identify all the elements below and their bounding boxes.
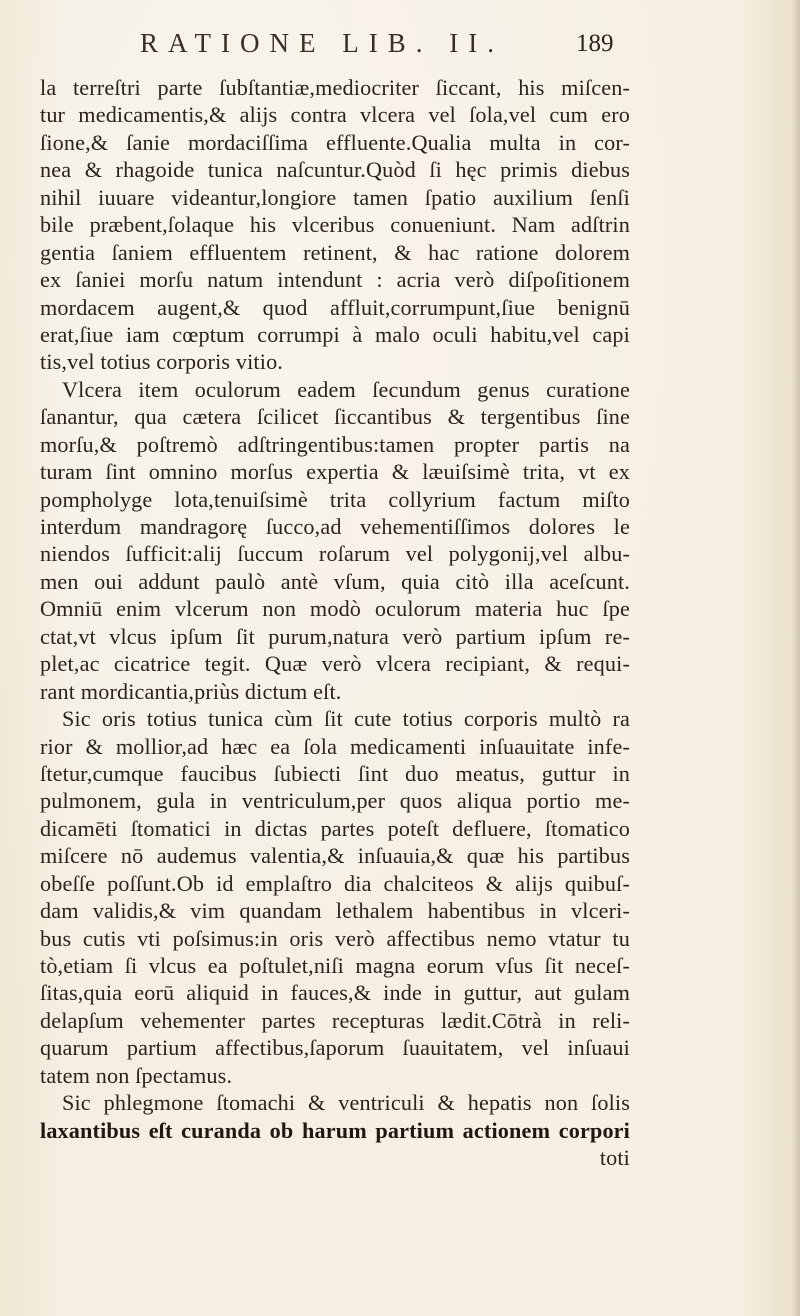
text-line: Vlcera item oculorum eadem ſecundum genus curatione	[62, 376, 630, 402]
text-line: dicamēti ſtomatici in dictas partes poteſt defluere, ſtomatico	[40, 815, 630, 841]
running-head	[0, 28, 800, 64]
text-line: tur medicamentis,& alijs contra vlcera vel ſola,vel cum ero	[40, 102, 630, 128]
text-line: ſitas,quia eorū aliquid in fauces,& inde in guttur, aut gulam	[40, 980, 630, 1006]
text-line: toti	[599, 1145, 630, 1171]
text-line: laxantibus eſt curanda ob harum partium actionem corpori	[40, 1117, 630, 1143]
text-line: tatem non ſpectamus.	[40, 1062, 233, 1088]
text-line: Sic phlegmone ſtomachi & ventriculi & hepatis non ſolis	[62, 1090, 630, 1116]
text-line: ſtetur,cumque faucibus ſubiecti ſint duo meatus, guttur in	[40, 760, 630, 786]
text-line: tò,etiam ſi vlcus ea poſtulet,niſi magna eorum vſus ſit neceſ-	[40, 953, 630, 978]
text-line: dam validis,& vim quandam lethalem habentibus in vlceri-	[40, 898, 630, 924]
text-line: nea & rhagoide tunica naſcuntur.Quòd ſi hęc primis diebus	[40, 157, 630, 183]
text-line: plet,ac cicatrice tegit. Quæ verò vlcera recipiant, & requi-	[40, 651, 630, 677]
text-line: nihil iuuare videantur,longiore tamen ſpatio auxilium ſenſi	[40, 184, 630, 210]
text-line: ſanantur, qua cætera ſcilicet ſiccantibus & tergentibus ſine	[40, 404, 630, 430]
text-line: Sic oris totius tunica cùm ſit cute totius corporis multò ra	[62, 706, 630, 732]
text-line: obeſſe poſſunt.Ob id emplaſtro dia chalciteos & alijs quibuſ-	[40, 870, 630, 896]
page-number: 189	[576, 30, 614, 57]
text-line: rior & mollior,ad hæc ea ſola medicamenti inſuauitate infe-	[40, 733, 630, 759]
text-line: bus cutis vti poſsimus:in oris verò affectibus nemo vtatur tu	[40, 925, 630, 951]
text-line: tis,vel totius corporis vitio.	[40, 349, 284, 375]
text-line: bile præbent,ſolaque his vlceribus conueniunt. Nam adſtrin	[40, 212, 630, 238]
body-text	[40, 74, 630, 1172]
text-line: gentia ſaniem effluentem retinent, & hac ratione dolorem	[40, 239, 630, 265]
running-title: RATIONE LIB. II.	[140, 28, 504, 58]
text-line: erat,ſiue iam cœptum corrumpi à malo oculi habitu,vel capi	[40, 321, 630, 347]
text-line: turam ſint omnino morſus expertia & læuiſsimè trita, vt ex	[40, 459, 630, 485]
text-line: ſione,& ſanie mordaciſſima effluente.Qualia multa in cor-	[40, 129, 630, 155]
text-line: rant mordicantia,priùs dictum eſt.	[40, 678, 342, 704]
text-line: morſu,& poſtremò adſtringentibus:tamen propter partis na	[40, 431, 630, 457]
text-line: pompholyge lota,tenuiſsimè trita collyrium factum miſto	[40, 486, 630, 512]
page-edge-shadow	[792, 0, 800, 1316]
text-line: la terreſtri parte ſubſtantiæ,mediocriter ſiccant, his miſcen-	[40, 75, 630, 100]
text-line: niendos ſufficit:alij ſuccum roſarum vel polygonij,vel albu-	[40, 541, 630, 567]
text-line: pulmonem, gula in ventriculum,per quos aliqua portio me-	[40, 788, 630, 814]
text-line: quarum partium affectibus,ſaporum ſuauitatem, vel inſuaui	[40, 1035, 630, 1061]
text-line: miſcere nō audemus valentia,& inſuauia,& quæ his partibus	[40, 843, 630, 869]
text-line: interdum mandragorę ſucco,ad vehementiſſimos dolores le	[40, 514, 630, 539]
text-line: Omniū enim vlcerum non modò oculorum materia huc ſpe	[40, 596, 630, 622]
text-line: men oui addunt paulò antè vſum, quia citò illa aceſcunt.	[40, 568, 630, 594]
text-line: ctat,vt vlcus ipſum ſit purum,natura verò partium ipſum re-	[40, 623, 630, 649]
text-line: mordacem augent,& quod affluit,corrumpunt,ſiue benignū	[40, 294, 630, 320]
text-line: ex ſaniei morſu natum intendunt : acria verò diſpoſitionem	[40, 267, 630, 293]
text-line: delapſum vehementer partes recepturas lædit.Cōtrà in reli-	[40, 1007, 630, 1033]
